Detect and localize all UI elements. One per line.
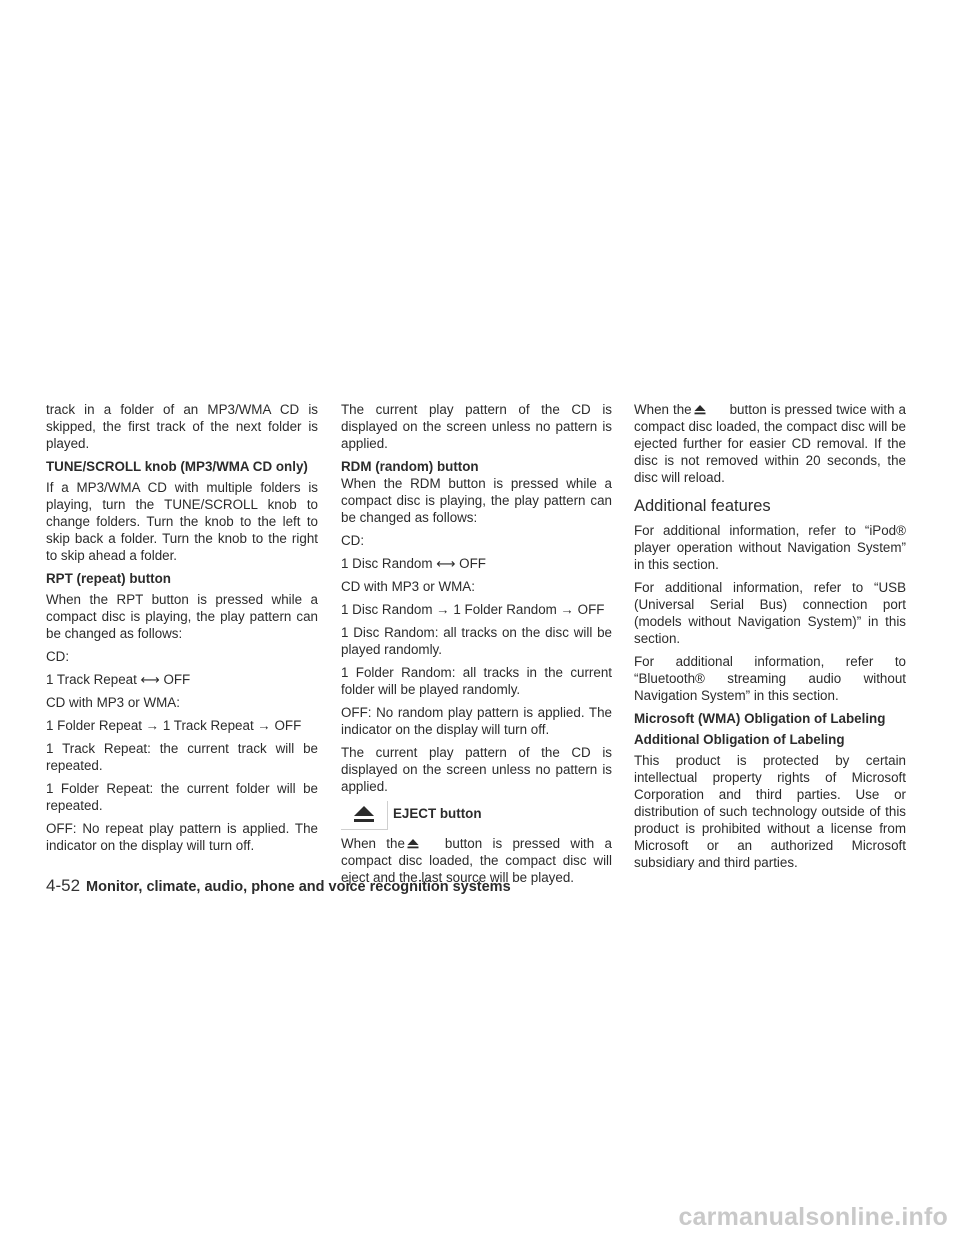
paragraph: If a MP3/WMA CD with multiple folders is playing, turn the TUNE/SCROLL knob to change folders. Turn the knob to the left to skip back a folder. Turn the knob to the right to skip ahead a folder. bbox=[46, 480, 318, 563]
column-left bbox=[46, 401, 318, 860]
text: button is pressed with a compact disc loaded, the compact disc will eject and the last source will be played. bbox=[341, 836, 612, 885]
eject-icon bbox=[341, 801, 388, 830]
eject-icon bbox=[407, 836, 419, 846]
paragraph-eject-twice bbox=[634, 401, 906, 486]
page-footer bbox=[46, 876, 511, 897]
heading-rdm-button: RDM (random) button bbox=[341, 459, 479, 474]
paragraph: For additional information, refer to “iPod® player operation without Navigation System” in this section. bbox=[634, 523, 906, 572]
paragraph: When the RDM button is pressed while a compact disc is playing, the play pattern can be changed as follows: bbox=[341, 476, 612, 525]
column-middle bbox=[341, 401, 612, 892]
text: button is pressed twice with a compact disc loaded, the compact disc will be ejected further for easier CD removal. If the disc is not removed within 20 seconds, the disc will reload. bbox=[634, 402, 906, 485]
page-number: 4-52 bbox=[46, 876, 81, 895]
paragraph: 1 Folder Repeat: the current folder will be repeated. bbox=[46, 781, 318, 813]
sequence-mp3: 1 Folder Repeat → 1 Track Repeat → OFF bbox=[46, 718, 302, 733]
eject-icon bbox=[694, 402, 706, 412]
column-right bbox=[634, 401, 906, 877]
watermark: carmanualsonline.info bbox=[678, 1203, 948, 1231]
eject-heading bbox=[341, 801, 612, 831]
paragraph: 1 Disc Random: all tracks on the disc will be played randomly. bbox=[341, 625, 612, 657]
section-title: Monitor, climate, audio, phone and voice recognition systems bbox=[86, 879, 511, 895]
paragraph: The current play pattern of the CD is displayed on the screen unless no pattern is applied. bbox=[341, 402, 612, 451]
heading-microsoft-labeling: Microsoft (WMA) Obligation of Labeling bbox=[634, 711, 886, 726]
paragraph: For additional information, refer to “USB (Universal Serial Bus) connection port (models without Navigation System)” in this section. bbox=[634, 580, 906, 646]
list-label-cd: CD: bbox=[46, 649, 70, 664]
list-label-mp3: CD with MP3 or WMA: bbox=[46, 695, 180, 710]
sequence-mp3: 1 Disc Random → 1 Folder Random → OFF bbox=[341, 602, 605, 617]
paragraph: track in a folder of an MP3/WMA CD is skipped, the first track of the next folder is played. bbox=[46, 402, 318, 451]
sequence-cd: 1 Track Repeat ⟷ OFF bbox=[46, 672, 191, 687]
text: When the bbox=[341, 836, 405, 851]
paragraph: The current play pattern of the CD is displayed on the screen unless no pattern is applied. bbox=[341, 745, 612, 794]
paragraph: For additional information, refer to “Bluetooth® streaming audio without Navigation System” in this section. bbox=[634, 654, 906, 703]
paragraph: OFF: No random play pattern is applied. The indicator on the display will turn off. bbox=[341, 705, 612, 737]
paragraph: 1 Folder Random: all tracks in the current folder will be played randomly. bbox=[341, 665, 612, 697]
list-label-mp3: CD with MP3 or WMA: bbox=[341, 579, 475, 594]
text: When the bbox=[634, 402, 692, 417]
list-label-cd: CD: bbox=[341, 533, 365, 548]
sequence-cd: 1 Disc Random ⟷ OFF bbox=[341, 556, 486, 571]
heading-eject-button: EJECT button bbox=[393, 806, 482, 821]
paragraph: This product is protected by certain intellectual property rights of Microsoft Corporation and third parties. Use or distribution of such technology outside of this product is prohibited without a license from Microsoft or an authorized Microsoft subsidiary and third parties. bbox=[634, 753, 906, 870]
heading-additional-obligation: Additional Obligation of Labeling bbox=[634, 732, 845, 747]
heading-rpt-button: RPT (repeat) button bbox=[46, 571, 171, 586]
heading-tune-scroll-knob: TUNE/SCROLL knob (MP3/WMA CD only) bbox=[46, 459, 308, 474]
heading-additional-features: Additional features bbox=[634, 497, 771, 515]
paragraph: When the RPT button is pressed while a compact disc is playing, the play pattern can be changed as follows: bbox=[46, 592, 318, 641]
paragraph: 1 Track Repeat: the current track will be repeated. bbox=[46, 741, 318, 773]
paragraph: OFF: No repeat play pattern is applied. The indicator on the display will turn off. bbox=[46, 821, 318, 853]
